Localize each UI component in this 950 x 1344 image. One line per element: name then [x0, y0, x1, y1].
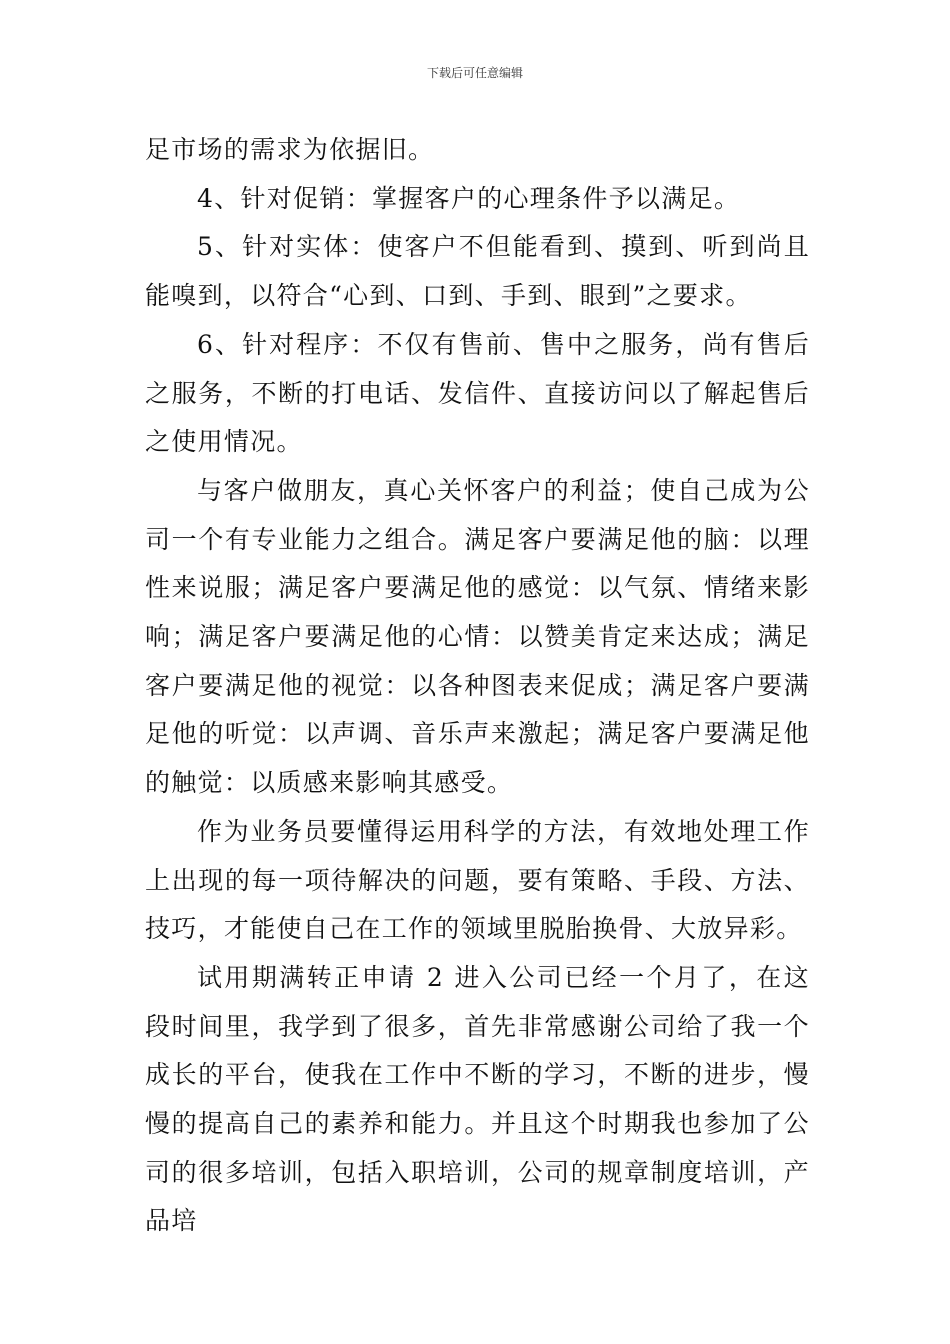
paragraph-salesperson: 作为业务员要懂得运用科学的方法，有效地处理工作上出现的每一项待解决的问题，要有策略、手段、方法、技巧，才能使自己在工作的领域里脱胎换骨、大放异彩。: [145, 816, 810, 944]
page-header: 下载后可任意编辑: [426, 66, 523, 80]
document-body: [145, 126, 810, 1246]
paragraph-entity: 5、针对实体：使客户不但能看到、摸到、听到尚且能嗅到，以符合“心到、口到、手到、眼到”之要求。: [145, 232, 810, 311]
paragraph-promotion: 4、针对促销：掌握客户的心理条件予以满足。: [197, 183, 741, 213]
paragraph-continuation: 足市场的需求为依据旧。: [145, 135, 435, 164]
paragraph-customer-friend: 与客户做朋友，真心关怀客户的利益；使自己成为公司一个有专业能力之组合。满足客户要满足他的脑：以理性来说服；满足客户要满足他的感觉：以气氛、情绪来影响；满足客户要满足他的心情：以赞美肯定来达成；满足客户要满足他的视觉：以各种图表来促成；满足客户要满足他的听觉：以声调、音乐声来激起；满足客户要满足他的触觉：以质感来影响其感受。: [145, 475, 810, 798]
paragraph-procedure: 6、针对程序：不仅有售前、售中之服务，尚有售后之服务，不断的打电话、发信件、直接访问以了解起售后之使用情况。: [145, 329, 810, 457]
paragraph-probation: 试用期满转正申请 2 进入公司已经一个月了，在这段时间里，我学到了很多，首先非常感谢公司给了我一个成长的平台，使我在工作中不断的学习，不断的进步，慢慢的提高自己的素养和能力。并且这个时期我也参加了公司的很多培训，包括入职培训，公司的规章制度培训，产品培: [145, 962, 810, 1236]
